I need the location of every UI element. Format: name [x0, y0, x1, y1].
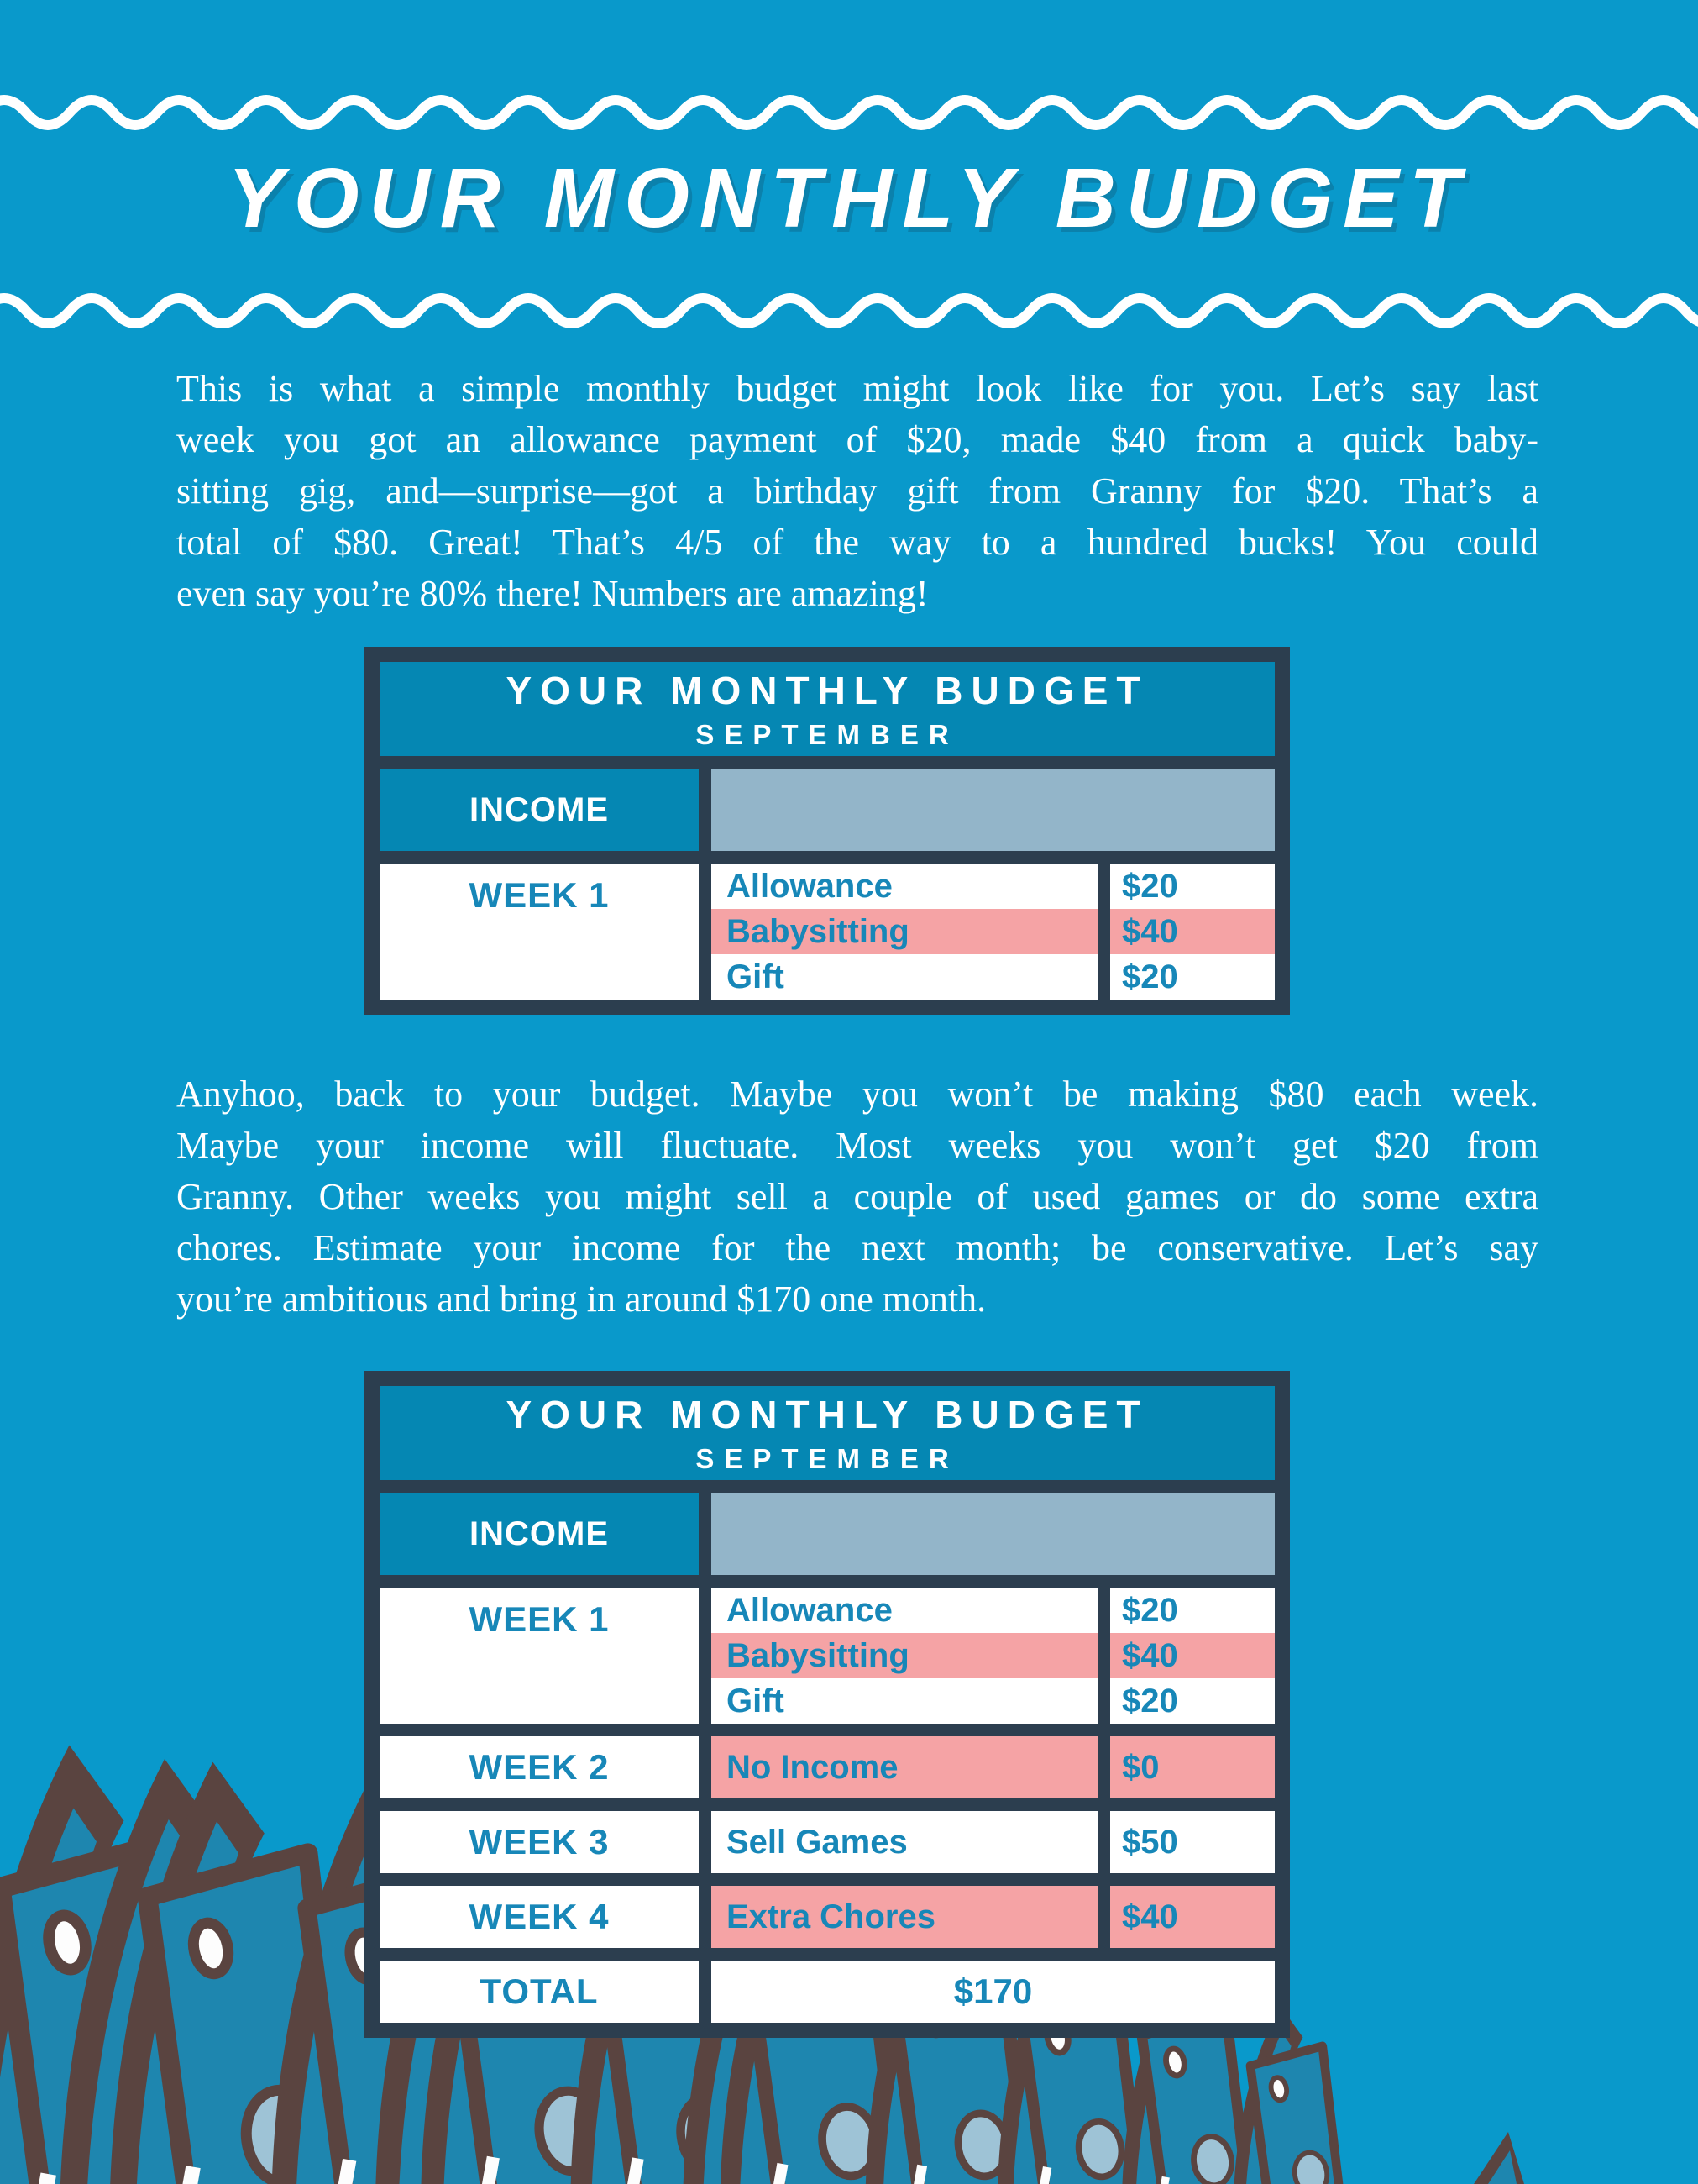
income-amounts-cell [1110, 1588, 1275, 1724]
text-line: total of $80. Great! That’s 4/5 of the way to a hundred bucks! You could [176, 522, 1538, 563]
income-item-amount: $50 [1110, 1811, 1275, 1873]
week-label: WEEK 1 [380, 864, 699, 1000]
income-item-amount: $40 [1110, 909, 1275, 954]
income-item-amount: $40 [1110, 1886, 1275, 1948]
week-label: WEEK 2 [380, 1736, 699, 1798]
text-line: chores. Estimate your income for the next month; be conservative. Let’s say [176, 1227, 1538, 1268]
total-label: TOTAL [380, 1961, 699, 2023]
income-label: INCOME [380, 769, 699, 851]
income-item-name: Gift [726, 958, 784, 995]
table-row-week3 [380, 1811, 1275, 1873]
income-label: INCOME [380, 1493, 699, 1575]
table-row-week2 [380, 1736, 1275, 1798]
income-item-amount: $0 [1110, 1736, 1275, 1798]
budget-table-month: SEPTEMBER [695, 1442, 959, 1474]
income-item-amount: $20 [1122, 1592, 1178, 1629]
income-item-amount: $40 [1110, 1633, 1275, 1678]
table-row-total [380, 1961, 1275, 2023]
income-item-amount: $20 [1122, 868, 1178, 905]
income-item-name: Extra Chores [711, 1886, 1098, 1948]
week-label: WEEK 1 [380, 1588, 699, 1724]
table-row-week1 [380, 1588, 1275, 1724]
text-line: This is what a simple monthly budget might look like for you. Let’s say last [176, 368, 1538, 409]
week-label: WEEK 4 [380, 1886, 699, 1948]
income-header-spacer [711, 769, 1275, 851]
income-item-name: Babysitting [711, 909, 1098, 954]
income-item-amount: $20 [1122, 958, 1178, 995]
text-line: Anyhoo, back to your budget. Maybe you won’t be making $80 each week. [176, 1074, 1538, 1115]
income-header-spacer [711, 1493, 1275, 1575]
income-item-name: Gift [726, 1683, 784, 1719]
income-item-amount: $20 [1122, 1683, 1178, 1719]
budget-table-header [380, 1386, 1275, 1480]
text-line: week you got an allowance payment of $20, made $40 from a quick baby- [176, 419, 1538, 460]
text-line: sitting gig, and—surprise—got a birthday gift from Granny for $20. That’s a [176, 470, 1538, 512]
total-value: $170 [711, 1961, 1275, 2023]
wavy-divider-bottom-icon [0, 270, 1698, 333]
income-item-name: Allowance [726, 1592, 893, 1629]
budget-table-title: YOUR MONTHLY BUDGET [506, 1392, 1149, 1436]
income-item-name: No Income [711, 1736, 1098, 1798]
budget-table-title: YOUR MONTHLY BUDGET [506, 668, 1149, 712]
wavy-divider-top-icon [0, 72, 1698, 134]
budget-table-month: SEPTEMBER [695, 718, 959, 750]
budget-table-september-week1 [364, 647, 1290, 1015]
text-line: you’re ambitious and bring in around $170 one month. [176, 1278, 987, 1320]
income-item-name: Sell Games [711, 1811, 1098, 1873]
income-section-row [380, 1493, 1275, 1575]
income-item-name: Babysitting [711, 1633, 1098, 1678]
week-label: WEEK 3 [380, 1811, 699, 1873]
budget-table-september-full-month [364, 1371, 1290, 2038]
income-section-row [380, 769, 1275, 851]
middle-paragraph [176, 1068, 1538, 1325]
table-row-week1 [380, 864, 1275, 1000]
income-items-cell [711, 864, 1098, 1000]
table-row-week4 [380, 1886, 1275, 1948]
text-line: even say you’re 80% there! Numbers are amazing! [176, 573, 929, 614]
page-title: YOUR MONTHLY BUDGET [228, 151, 1470, 245]
budget-table-header [380, 662, 1275, 756]
income-amounts-cell [1110, 864, 1275, 1000]
text-line: Maybe your income will fluctuate. Most weeks you won’t get $20 from [176, 1125, 1538, 1166]
income-items-cell [711, 1588, 1098, 1724]
intro-paragraph [176, 363, 1538, 619]
income-item-name: Allowance [726, 868, 893, 905]
text-line: Granny. Other weeks you might sell a couple of used games or do some extra [176, 1176, 1538, 1217]
